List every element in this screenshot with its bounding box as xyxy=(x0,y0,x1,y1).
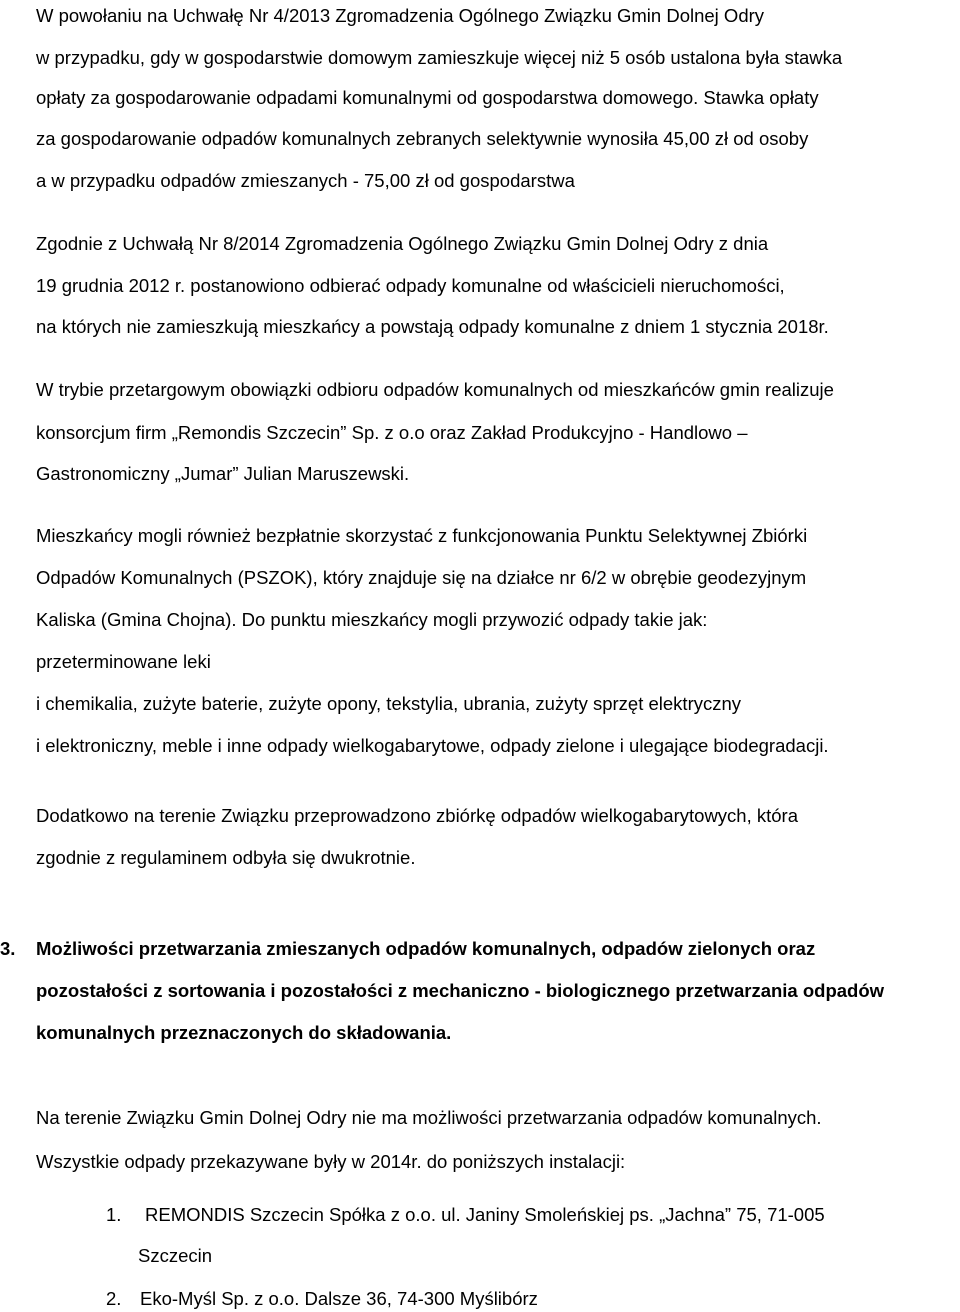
text-line: na których nie zamieszkują mieszkańcy a powstają odpady komunalne z dniem 1 stycznia 2018r. xyxy=(36,316,829,337)
text-line: Gastronomiczny „Jumar” Julian Maruszewski. xyxy=(36,463,410,484)
list-item-number: 1. xyxy=(106,1204,122,1225)
text-line: Kaliska (Gmina Chojna). Do punktu mieszkańcy mogli przywozić odpady takie jak: xyxy=(36,609,708,630)
text-line: w przypadku, gdy w gospodarstwie domowym zamieszkuje więcej niż 5 osób ustalona była stawka xyxy=(36,47,843,68)
heading-line: pozostałości z sortowania i pozostałości z mechaniczno - biologicznego przetwarzania odpadów xyxy=(36,980,885,1001)
text-line: W trybie przetargowym obowiązki odbioru odpadów komunalnych od mieszkańców gmin realizuje xyxy=(36,379,834,400)
text-line: za gospodarowanie odpadów komunalnych zebranych selektywnie wynosiła 45,00 zł od osoby xyxy=(36,128,809,149)
text-line: Odpadów Komunalnych (PSZOK), który znajduje się na działce nr 6/2 w obrębie geodezyjnym xyxy=(36,567,807,588)
text-line: i chemikalia, zużyte baterie, zużyte opony, tekstylia, ubrania, zużyty sprzęt elektryczny xyxy=(36,693,742,714)
text-line: Na terenie Związku Gmin Dolnej Odry nie ma możliwości przetwarzania odpadów komunalnych. xyxy=(36,1107,822,1128)
text-line: Mieszkańcy mogli również bezpłatnie skorzystać z funkcjonowania Punktu Selektywnej Zbiórki xyxy=(36,525,808,546)
text-line: zgodnie z regulaminem odbyła się dwukrotnie. xyxy=(36,847,416,868)
text-line: i elektroniczny, meble i inne odpady wielkogabarytowe, odpady zielone i ulegające biodegradacji. xyxy=(36,735,829,756)
text-line: przeterminowane leki xyxy=(36,651,211,672)
text-line: 19 grudnia 2012 r. postanowiono odbierać odpady komunalne od właścicieli nieruchomości, xyxy=(36,275,785,296)
text-line: Dodatkowo na terenie Związku przeprowadzono zbiórkę odpadów wielkogabarytowych, która xyxy=(36,805,798,826)
text-line: konsorcjum firm „Remondis Szczecin” Sp. z o.o oraz Zakład Produkcyjno - Handlowo – xyxy=(36,422,748,443)
text-line: opłaty za gospodarowanie odpadami komunalnymi od gospodarstwa domowego. Stawka opłaty xyxy=(36,87,819,108)
list-item-text: REMONDIS Szczecin Spółka z o.o. ul. Janiny Smoleńskiej ps. „Jachna” 75, 71-005 xyxy=(145,1204,825,1225)
text-line: Zgodnie z Uchwałą Nr 8/2014 Zgromadzenia Ogólnego Związku Gmin Dolnej Odry z dnia xyxy=(36,233,769,254)
list-item-number: 2. xyxy=(106,1288,122,1309)
list-item-text: Eko-Myśl Sp. z o.o. Dalsze 36, 74-300 Myślibórz xyxy=(140,1288,538,1309)
text-line: W powołaniu na Uchwałę Nr 4/2013 Zgromadzenia Ogólnego Związku Gmin Dolnej Odry xyxy=(36,5,765,26)
list-item-text: Szczecin xyxy=(138,1245,213,1266)
heading-line: Możliwości przetwarzania zmieszanych odpadów komunalnych, odpadów zielonych oraz xyxy=(36,938,816,959)
section-number: 3. xyxy=(0,938,16,959)
text-line: Wszystkie odpady przekazywane były w 2014r. do poniższych instalacji: xyxy=(36,1151,626,1172)
text-line: a w przypadku odpadów zmieszanych - 75,00 zł od gospodarstwa xyxy=(36,170,575,191)
heading-line: komunalnych przeznaczonych do składowania. xyxy=(36,1022,452,1043)
